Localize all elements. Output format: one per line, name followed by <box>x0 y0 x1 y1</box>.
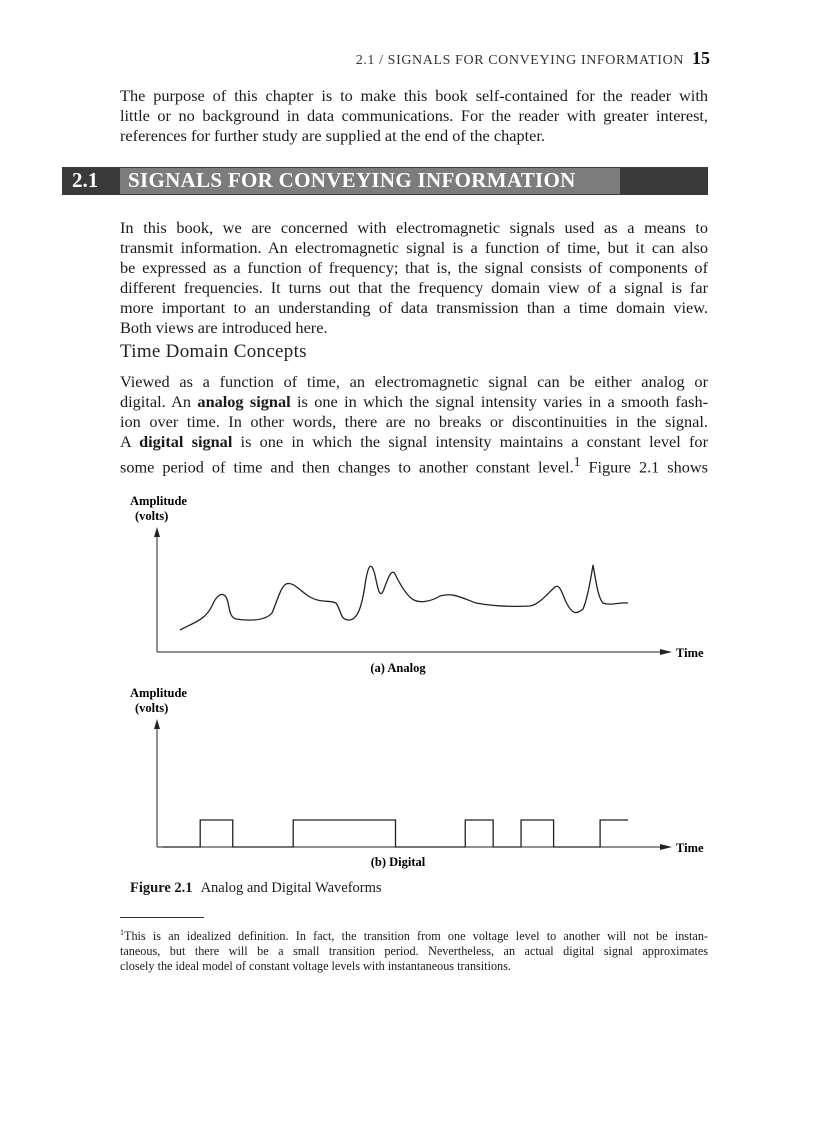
analog-y-arrow <box>154 527 160 537</box>
section-line: more important to an understanding of data transmission than a time domain view. <box>120 298 708 317</box>
intro-line: The purpose of this chapter is to make this book self-contained for the reader with <box>120 86 708 105</box>
digital-y-label-1: Amplitude <box>130 686 187 700</box>
section-line: Both views are introduced here. <box>120 318 328 337</box>
section-title: SIGNALS FOR CONVEYING INFORMATION <box>120 168 620 194</box>
footnote-line: taneous, but there will be a small transition period. Nevertheless, an actual digital signal approximates <box>120 944 708 959</box>
digital-waveform <box>163 820 628 847</box>
digital-y-arrow <box>154 719 160 729</box>
intro-line: little or no background in data communications. For the reader with greater interest, <box>120 106 708 125</box>
footnote-line: closely the ideal model of constant voltage levels with instantaneous transitions. <box>120 959 511 974</box>
subsection-heading: Time Domain Concepts <box>120 341 307 362</box>
digital-sublabel: (b) Digital <box>370 855 426 869</box>
footnote-rule <box>120 917 204 918</box>
text-run: digital. An <box>120 392 198 411</box>
analog-y-label-1: Amplitude <box>130 494 187 508</box>
text-run: This is an idealized definition. In fact, the transition from one voltage level to another will not be instan- <box>124 929 708 944</box>
time-line: Viewed as a function of time, an electromagnetic signal can be either analog or <box>120 372 708 391</box>
footnote <box>120 925 708 974</box>
page-number: 15 <box>692 48 710 68</box>
digital-x-arrow <box>660 844 672 850</box>
section-line: be expressed as a function of frequency; that is, the signal consists of components of <box>120 258 708 277</box>
text-run: some period of time and then changes to another constant level. <box>120 457 574 477</box>
analog-y-label-2: (volts) <box>135 509 169 523</box>
section-number: 2.1 <box>72 168 99 192</box>
analog-x-arrow <box>660 649 672 655</box>
section-line: different frequencies. It turns out that the frequency domain view of a signal is far <box>120 278 708 297</box>
caption-label: Figure 2.1 <box>130 880 193 896</box>
term-analog-signal: analog signal <box>197 392 291 411</box>
digital-x-label: Time <box>676 841 704 855</box>
caption-text: Analog and Digital Waveforms <box>200 880 382 896</box>
section-line: transmit information. An electromagnetic signal is a function of time, but it can also <box>120 238 708 257</box>
footnote-line <box>120 925 708 944</box>
analog-x-label: Time <box>676 646 704 660</box>
intro-line: references for further study are supplied at the end of the chapter. <box>120 126 545 145</box>
analog-sublabel: (a) Analog <box>370 661 426 675</box>
footnote-marker: 1 <box>573 454 581 469</box>
digital-y-label-2: (volts) <box>135 701 169 715</box>
analog-waveform <box>180 565 628 630</box>
digital-pulse-group <box>163 820 628 847</box>
text-run: is one in which the signal intensity varies in a smooth fash- <box>290 392 709 411</box>
text-run: A <box>120 432 140 451</box>
footnote-number: 1 <box>120 928 124 937</box>
text-run: Figure 2.1 shows <box>580 457 708 477</box>
text-run: is one in which the signal intensity maintains a constant level for <box>232 432 708 451</box>
term-digital-signal: digital signal <box>139 432 233 451</box>
time-line: ion over time. In other words, there are no breaks or discontinuities in the signal. <box>120 412 708 431</box>
section-line: In this book, we are concerned with electromagnetic signals used as a means to <box>120 218 708 237</box>
figure-caption <box>130 880 382 897</box>
running-title: 2.1 / SIGNALS FOR CONVEYING INFORMATION <box>355 53 684 68</box>
